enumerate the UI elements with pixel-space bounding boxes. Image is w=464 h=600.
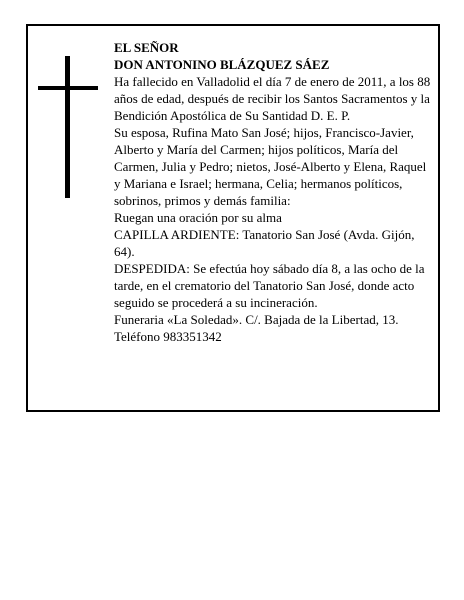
obituary-notice	[26, 24, 440, 412]
cross-vertical-bar	[65, 56, 70, 198]
death-announcement: Ha fallecido en Valladolid el día 7 de enero de 2011, a los 88 años de edad, después de recibir los Santos Sacramentos y la Bendición Apostólica de Su Santidad D. E. P.	[114, 74, 431, 123]
deceased-name: DON ANTONINO BLÁZQUEZ SÁEZ	[114, 57, 330, 72]
cross-icon	[38, 56, 98, 198]
family-list: Su esposa, Rufina Mato San José; hijos, Francisco-Javier, Alberto y María del Carmen; hijos políticos, María del Carmen, Julia y Pedro; nietos, José-Alberto y Elena, Raquel y Mariana e Israel; hermana, Celia; hermanos políticos, sobrinos, primos y demás familia:	[114, 125, 427, 208]
farewell-info: DESPEDIDA: Se efectúa hoy sábado día 8, a las ocho de la tarde, en el crematorio del Tanatorio San José, donde acto seguido se procederá a su incineración.	[114, 261, 425, 310]
funeral-home-info: Funeraria «La Soledad». C/. Bajada de la Libertad, 13. Teléfono 983351342	[114, 312, 399, 344]
chapel-info: CAPILLA ARDIENTE: Tanatorio San José (Avda. Gijón, 64).	[114, 227, 415, 259]
cross-horizontal-bar	[38, 86, 98, 90]
notice-text	[114, 39, 434, 345]
prayer-request: Ruegan una oración por su alma	[114, 210, 282, 225]
heading-title: EL SEÑOR	[114, 40, 179, 55]
